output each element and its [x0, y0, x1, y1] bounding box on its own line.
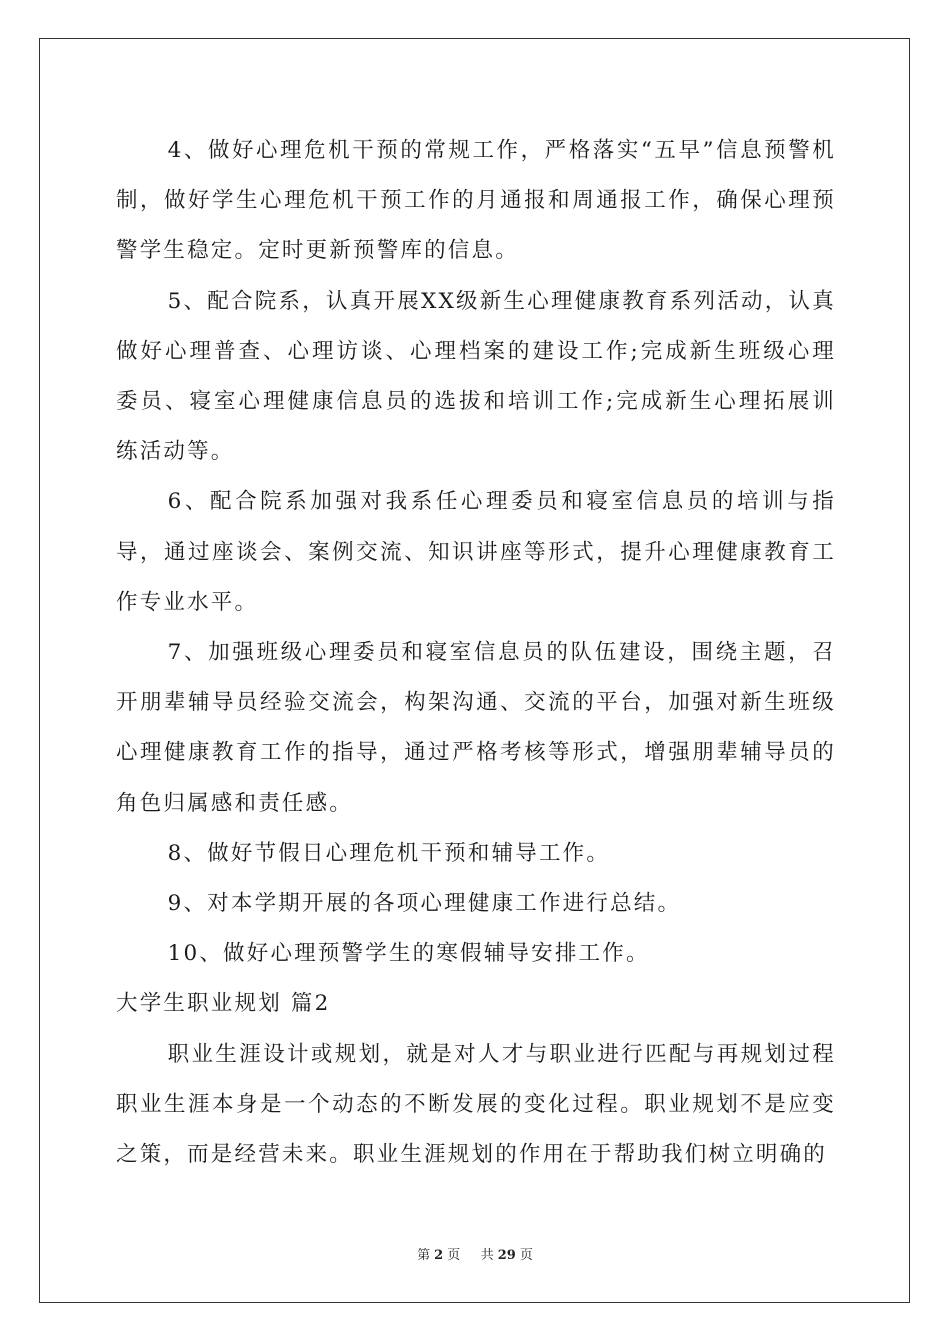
paragraph-item-5: 5、配合院系，认真开展XX级新生心理健康教育系列活动，认真做好心理普查、心理访谈、心理档案的建设工作;完成新生班级心理委员、寝室心理健康信息员的选拔和培训工作;完成新生心理拓展训练活动等。	[116, 288, 836, 465]
section-heading: 大学生职业规划 篇2	[116, 991, 331, 1017]
paragraph-item-7: 7、加强班级心理委员和寝室信息员的队伍建设，围绕主题，召开朋辈辅导员经验交流会，构架沟通、交流的平台，加强对新生班级心理健康教育工作的指导，通过严格考核等形式，增强朋辈辅导员的角色归属感和责任感。	[116, 640, 836, 816]
section-paragraph: 职业生涯设计或规划，就是对人才与职业进行匹配与再规划过程职业生涯本身是一个动态的不断发展的变化过程。职业规划不是应变之策，而是经营未来。职业生涯规划的作用在于帮助我们树立明确的	[116, 1041, 836, 1168]
page-footer	[0, 1244, 950, 1263]
total-suffix: 页	[519, 1248, 533, 1263]
page-number: 2	[434, 1248, 444, 1263]
page-prefix: 第	[417, 1248, 431, 1263]
total-pages: 29	[497, 1248, 516, 1263]
paragraph-item-8: 8、做好节假日心理危机干预和辅导工作。	[167, 840, 611, 866]
document-body	[116, 126, 836, 1180]
paragraph-item-4: 4、做好心理危机干预的常规工作，严格落实“五早”信息预警机制，做好学生心理危机干预工作的月通报和周通报工作，确保心理预警学生稳定。定时更新预警库的信息。	[116, 138, 836, 264]
page-suffix: 页	[447, 1248, 461, 1263]
total-prefix: 共	[480, 1248, 494, 1263]
paragraph-item-10: 10、做好心理预警学生的寒假辅导安排工作。	[167, 941, 650, 967]
paragraph-item-9: 9、对本学期开展的各项心理健康工作进行总结。	[167, 891, 682, 917]
paragraph-item-6: 6、配合院系加强对我系任心理委员和寝室信息员的培训与指导，通过座谈会、案例交流、知识讲座等形式，提升心理健康教育工作专业水平。	[116, 489, 836, 615]
